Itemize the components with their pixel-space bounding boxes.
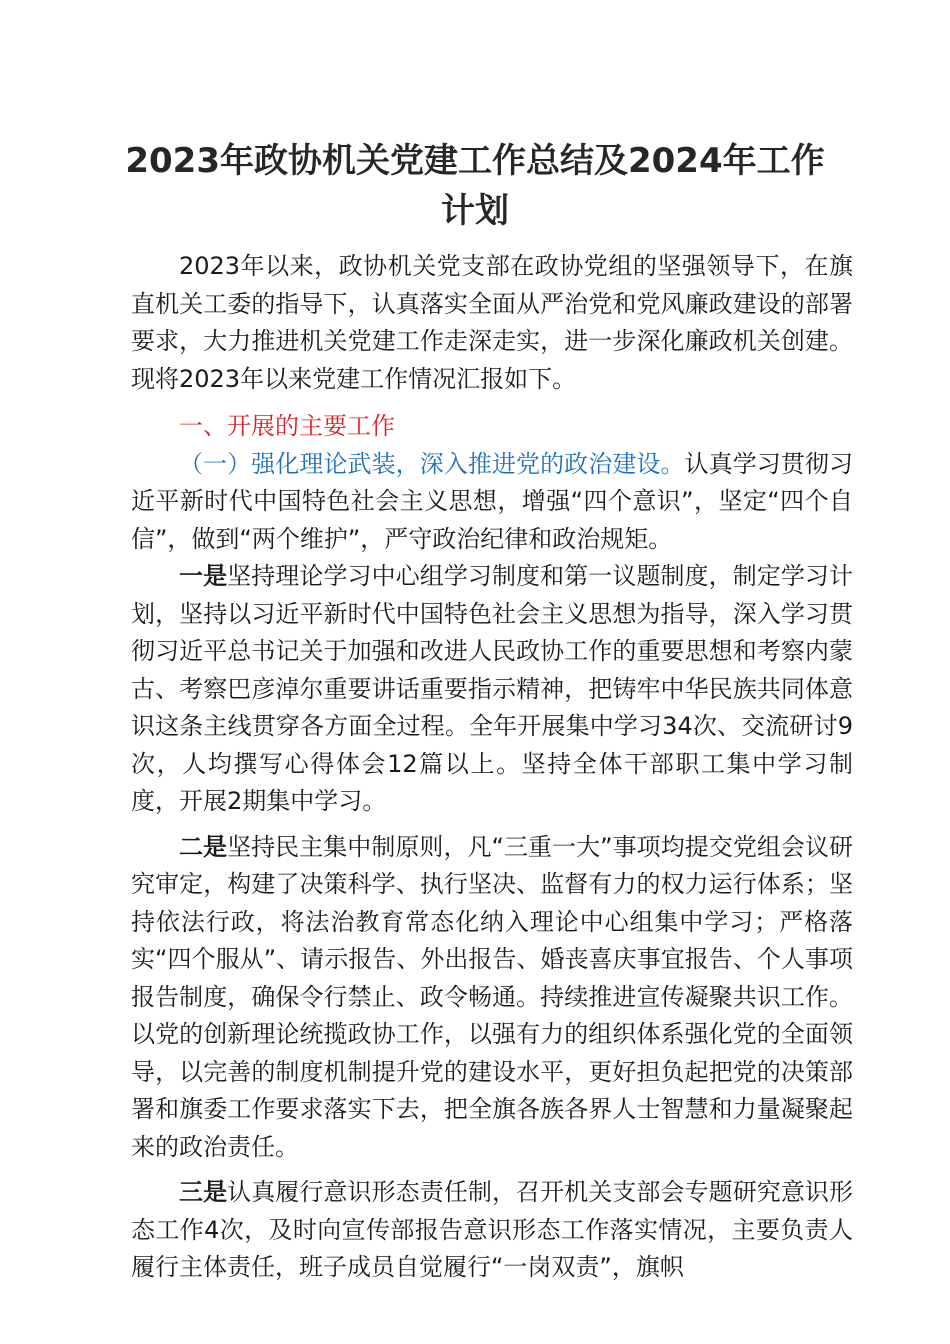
subsection-heading-theory: （一）强化理论武装，深入推进党的政治建设。	[179, 449, 685, 478]
intro-paragraph: 2023年以来，政协机关党支部在政协党组的坚强领导下，在旗直机关工委的指导下，认真落实全面从严治党和党风廉政建设的部署要求，大力推进机关党建工作走深走实，进一步深化廉政机关创建。现将2023年以来党建工作情况汇报如下。	[131, 252, 853, 393]
point-paragraph-1	[131, 558, 853, 821]
point-text-3: 认真履行意识形态责任制，召开机关支部会专题研究意识形态工作4次，及时向宣传部报告意识形态工作落实情况，主要负责人履行主体责任，班子成员自觉履行“一岗双责”，旗帜	[131, 1178, 854, 1281]
document-title: 2023年政协机关党建工作总结及2024年工作计划	[125, 141, 825, 231]
subsection-text-theory: 认真学习贯彻习近平新时代中国特色社会主义思想，增强“四个意识”，坚定“四个自信”，做到“两个维护”，严守政治纪律和政治规矩。	[131, 449, 854, 553]
point-lead-2: 二是	[179, 832, 228, 861]
subsection-paragraph-theory	[131, 446, 853, 559]
point-text-1: 坚持理论学习中心组学习制度和第一议题制度，制定学习计划，坚持以习近平新时代中国特色社会主义思想为指导，深入学习贯彻习近平总书记关于加强和改进人民政协工作的重要思想和考察内蒙古、考察巴彦淖尔重要讲话重要指示精神，把铸牢中华民族共同体意识这条主线贯穿各方面全过程。全年开展集中学习34次、交流研讨9次，人均撰写心得体会12篇以上。坚持全体干部职工集中学习制度，开展2期集中学习。	[131, 562, 854, 815]
point-lead-1: 一是	[179, 562, 228, 590]
point-paragraph-3	[131, 1174, 853, 1287]
section-heading-main-work: 一、开展的主要工作	[179, 412, 395, 440]
point-paragraph-2	[131, 829, 853, 1167]
point-text-2: 坚持民主集中制原则，凡“三重一大”事项均提交党组会议研究审定，构建了决策科学、执行坚决、监督有力的权力运行体系；坚持依法行政，将法治教育常态化纳入理论中心组集中学习；严格落实“四个服从”、请示报告、外出报告、婚丧喜庆事宜报告、个人事项报告制度，确保令行禁止、政令畅通。持续推进宣传凝聚共识工作。以党的创新理论统揽政协工作，以强有力的组织体系强化党的全面领导，以完善的制度机制提升党的建设水平，更好担负起把党的决策部署和旗委工作要求落实下去，把全旗各族各界人士智慧和力量凝聚起来的政治责任。	[131, 832, 854, 1161]
point-lead-3: 三是	[179, 1178, 228, 1206]
document-body	[131, 248, 853, 1287]
